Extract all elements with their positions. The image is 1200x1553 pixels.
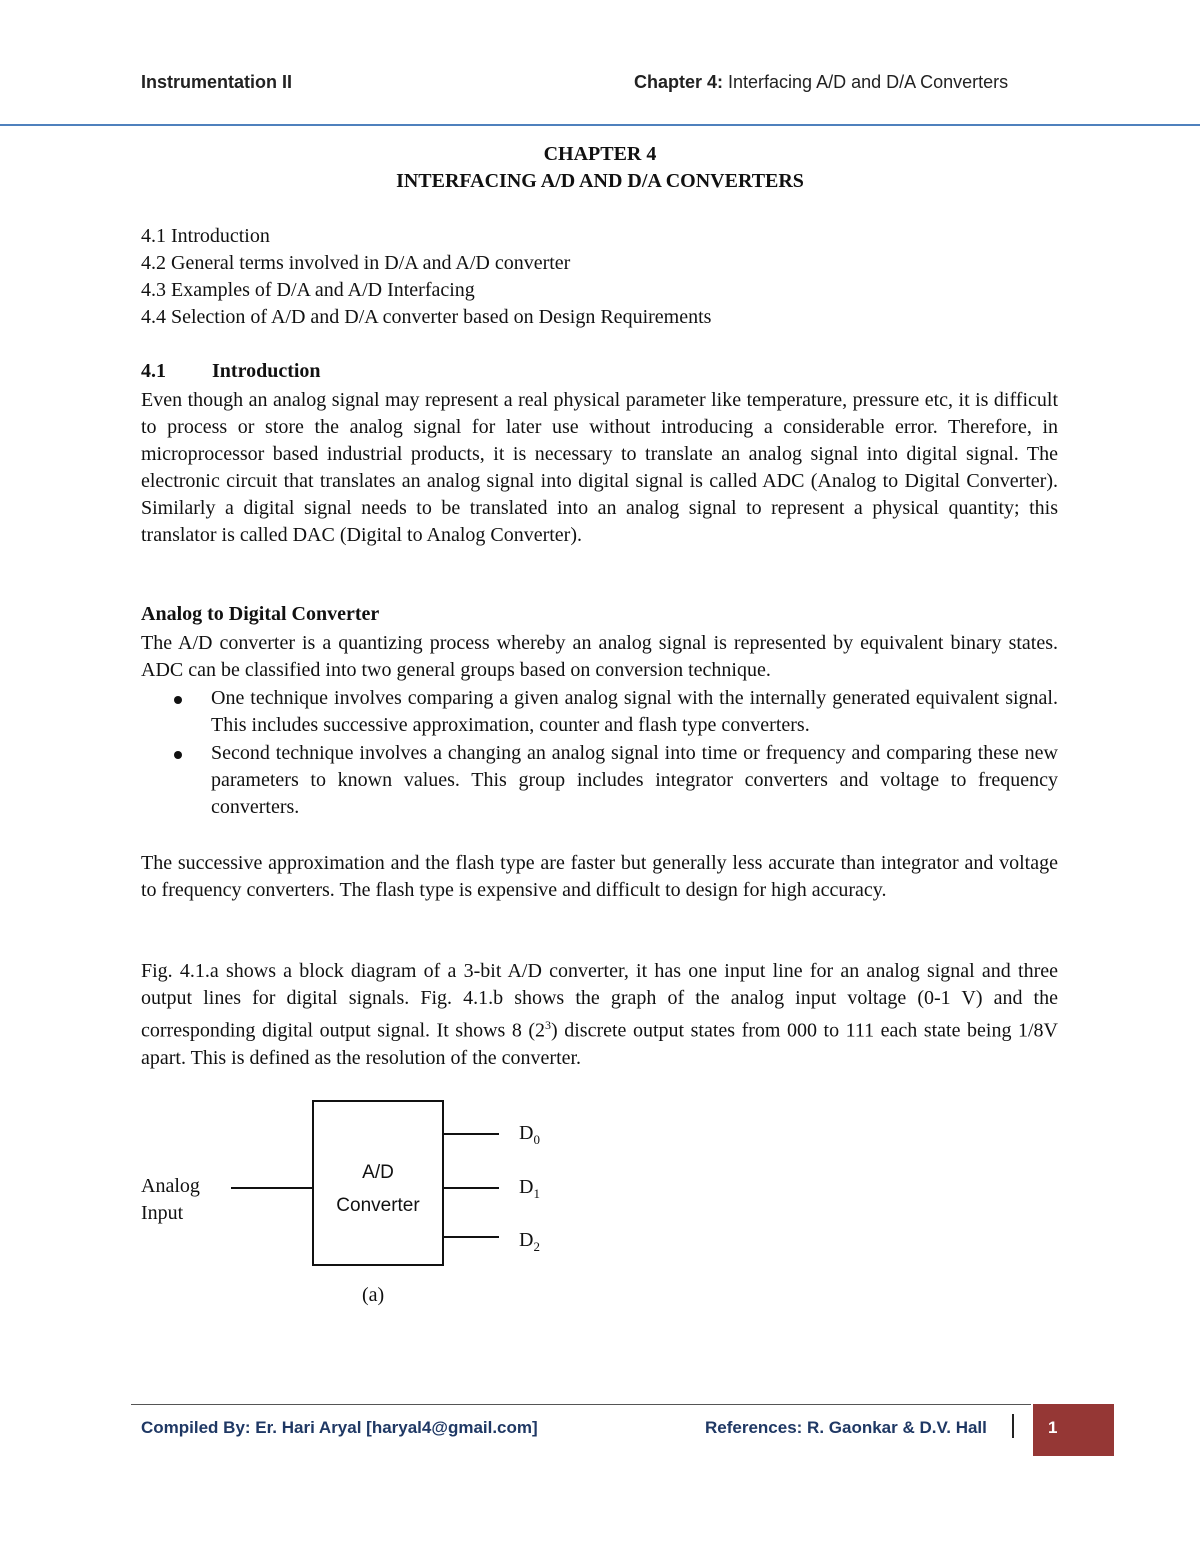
box-label-1: A/D: [362, 1162, 394, 1183]
intro-paragraph: Even though an analog signal may represent a real physical parameter like temperature, pressure etc, it is difficult to process or store the analog signal for later use without introducing a considerable error. Therefore, in microprocessor based industrial products, it is necessary to translate an analog signal into digital signal. The electronic circuit that translates an analog signal into digital signal is called ADC (Analog to Digital Converter). Similarly a digital signal needs to be translated into an analog signal to represent a physical quantity; this translator is called DAC (Digital to Analog Converter).: [141, 389, 1058, 546]
analog-input-label-1: Analog: [141, 1175, 200, 1197]
analog-input-label-2: Input: [141, 1202, 184, 1224]
list-item-text: Second technique involves a changing an analog signal into time or frequency and comparing these new parameters to known values. This group includes integrator converters and voltage to frequency converters.: [211, 742, 1058, 818]
box-label-2: Converter: [336, 1195, 420, 1216]
toc-item: 4.1 Introduction: [141, 225, 270, 247]
chapter-number: CHAPTER 4: [543, 143, 657, 165]
page-number-badge: [1033, 1404, 1114, 1456]
adc-paragraph-2: The successive approximation and the flash type are faster but generally less accurate than integrator and voltage to frequency converters. The flash type is expensive and difficult to design for high accuracy.: [141, 852, 1058, 901]
figure-caption: (a): [362, 1284, 385, 1306]
section-number: 4.1: [141, 360, 166, 382]
footer-divider: [131, 1404, 1031, 1405]
paragraph-3-text-b: ) discrete output states from 000 to 111 each state being 1/8V apart. This is defined as the resolution of the converter.: [141, 1019, 1058, 1069]
header-chapter-text: Interfacing A/D and D/A Converters: [723, 72, 1009, 92]
section-title: Introduction: [212, 360, 321, 382]
footer-compiled-by: Compiled By: Er. Hari Aryal [haryal4@gmail.com]: [141, 1418, 538, 1437]
header-left-title: Instrumentation II: [141, 72, 293, 92]
paragraph-3-text-a: Fig. 4.1.a shows a block diagram of a 3-bit A/D converter, it has one input line for an analog signal and three output lines for digital signals. Fig. 4.1.b shows the graph of the analog input voltage (0-1 V) and the corresponding digital output signal. It shows 8 (2: [141, 960, 1058, 1042]
footer-references: References: R. Gaonkar & D.V. Hall: [705, 1418, 987, 1437]
output-label-d0: [519, 1122, 540, 1148]
chapter-title: INTERFACING A/D AND D/A CONVERTERS: [396, 170, 804, 192]
superscript: 3: [545, 1018, 552, 1032]
output-label-sub: 2: [533, 1239, 540, 1254]
adc-paragraph-1: The A/D converter is a quantizing process whereby an analog signal is represented by equivalent binary states. ADC can be classified into two general groups based on conversion technique.: [141, 632, 1058, 681]
page-number: 1: [1048, 1418, 1058, 1437]
output-label-base: D: [519, 1122, 534, 1144]
output-label-d2: [519, 1229, 540, 1255]
output-label-d1: [519, 1176, 540, 1202]
footer-separator: [1012, 1414, 1014, 1438]
output-label-base: D: [519, 1229, 534, 1251]
toc-item: 4.4 Selection of A/D and D/A converter based on Design Requirements: [141, 306, 712, 328]
toc-item: 4.2 General terms involved in D/A and A/D converter: [141, 252, 571, 274]
header-chapter-label: Chapter 4:: [634, 72, 724, 92]
toc-item: 4.3 Examples of D/A and A/D Interfacing: [141, 279, 475, 301]
output-label-sub: 1: [533, 1186, 540, 1201]
list-item-text: One technique involves comparing a given analog signal with the internally generated equivalent signal. This includes successive approximation, counter and flash type converters.: [211, 687, 1058, 736]
output-label-base: D: [519, 1176, 534, 1198]
output-label-sub: 0: [533, 1132, 540, 1147]
adc-heading: Analog to Digital Converter: [141, 603, 380, 625]
